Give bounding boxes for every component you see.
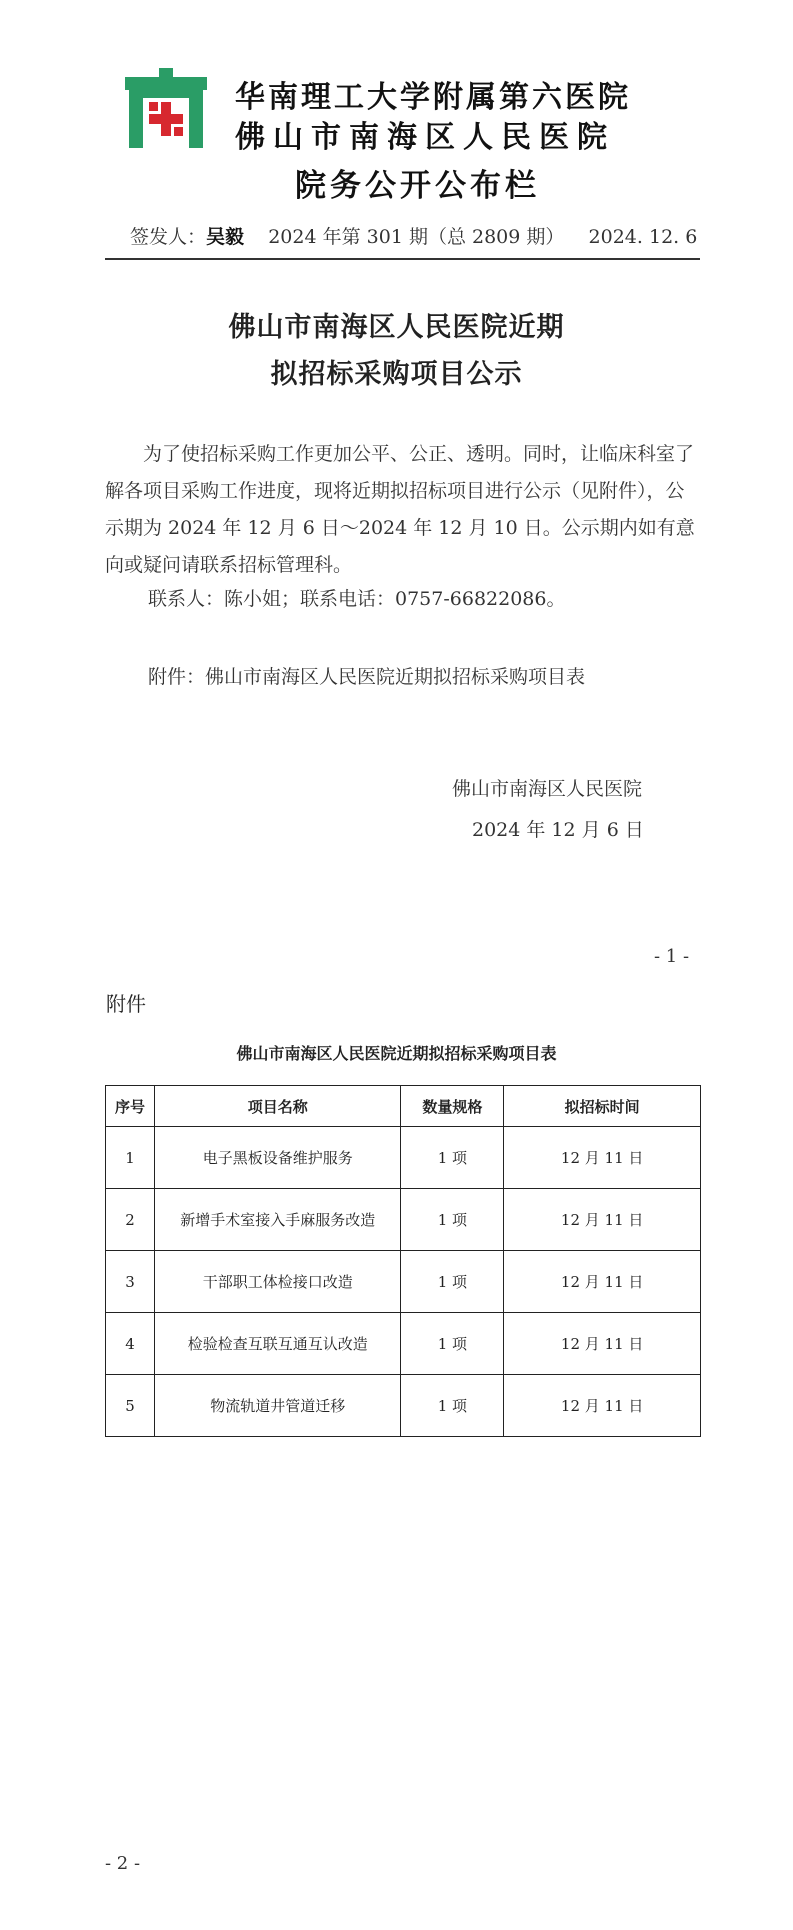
signature-date: 2024 年 12 月 6 日 bbox=[472, 819, 644, 841]
issuer-name: 吴毅 bbox=[206, 226, 245, 248]
attachment-label: 附件 bbox=[106, 992, 146, 1016]
cell-index: 3 bbox=[106, 1251, 155, 1313]
cell-project: 新增手术室接入手麻服务改造 bbox=[154, 1189, 401, 1251]
table-row bbox=[106, 1313, 701, 1375]
notice-body-text: 为了使招标采购工作更加公平、公正、透明。同时，让临床科室了解各项目采购工作进度，现将近期拟招标项目进行公示（见附件），公示期为 2024 年 12 月 6 日～2024 年 12 月 10 日。公示期内如有意向或疑问请联系招标管理科。 bbox=[105, 443, 695, 576]
table-header-row bbox=[106, 1086, 701, 1127]
cell-index: 4 bbox=[106, 1313, 155, 1375]
contact-info: 联系人：陈小姐；联系电话：0757-66822086。 bbox=[148, 588, 566, 610]
cell-project: 干部职工体检接口改造 bbox=[154, 1251, 401, 1313]
cell-quantity: 1 项 bbox=[401, 1189, 504, 1251]
hospital-logo bbox=[125, 68, 207, 148]
issue-date: 2024. 12. 6 bbox=[588, 226, 698, 248]
page-number-2: - 2 - bbox=[105, 1853, 141, 1874]
cell-project: 电子黑板设备维护服务 bbox=[154, 1127, 401, 1189]
issue-number: 2024 年第 301 期（总 2809 期） bbox=[268, 226, 565, 248]
col-header-quantity: 数量规格 bbox=[401, 1086, 504, 1127]
table-title: 佛山市南海区人民医院近期拟招标采购项目表 bbox=[236, 1044, 557, 1063]
cell-time: 12 月 11 日 bbox=[504, 1127, 701, 1189]
page-number-1: - 1 - bbox=[654, 946, 690, 967]
board-name: 院务公开公布栏 bbox=[295, 168, 540, 204]
notice-title-line2: 拟招标采购项目公示 bbox=[270, 359, 523, 390]
cell-time: 12 月 11 日 bbox=[504, 1251, 701, 1313]
cell-time: 12 月 11 日 bbox=[504, 1189, 701, 1251]
signature-org: 佛山市南海区人民医院 bbox=[452, 778, 643, 800]
institution-name-line2: 佛山市南海区人民医院 bbox=[235, 120, 615, 155]
cell-index: 5 bbox=[106, 1375, 155, 1437]
col-header-time: 拟招标时间 bbox=[504, 1086, 701, 1127]
cell-quantity: 1 项 bbox=[401, 1313, 504, 1375]
cell-project: 检验检查互联互通互认改造 bbox=[154, 1313, 401, 1375]
notice-title-line1: 佛山市南海区人民医院近期 bbox=[228, 312, 565, 343]
col-header-project: 项目名称 bbox=[154, 1086, 401, 1127]
issuer-label: 签发人： bbox=[130, 226, 207, 248]
table-row bbox=[106, 1189, 701, 1251]
table-row bbox=[106, 1251, 701, 1313]
institution-name-line1: 华南理工大学附属第六医院 bbox=[235, 80, 631, 115]
table-row bbox=[106, 1375, 701, 1437]
col-header-index: 序号 bbox=[106, 1086, 155, 1127]
table-row bbox=[106, 1127, 701, 1189]
attachment-note: 附件：佛山市南海区人民医院近期拟招标采购项目表 bbox=[148, 666, 586, 688]
header-divider bbox=[105, 258, 700, 260]
issue-line bbox=[130, 222, 697, 249]
notice-body bbox=[105, 436, 700, 584]
cell-project: 物流轨道井管道迁移 bbox=[154, 1375, 401, 1437]
cell-quantity: 1 项 bbox=[401, 1375, 504, 1437]
project-table bbox=[105, 1085, 701, 1437]
cell-time: 12 月 11 日 bbox=[504, 1375, 701, 1437]
cell-time: 12 月 11 日 bbox=[504, 1313, 701, 1375]
cell-index: 1 bbox=[106, 1127, 155, 1189]
cell-quantity: 1 项 bbox=[401, 1127, 504, 1189]
cell-index: 2 bbox=[106, 1189, 155, 1251]
cell-quantity: 1 项 bbox=[401, 1251, 504, 1313]
